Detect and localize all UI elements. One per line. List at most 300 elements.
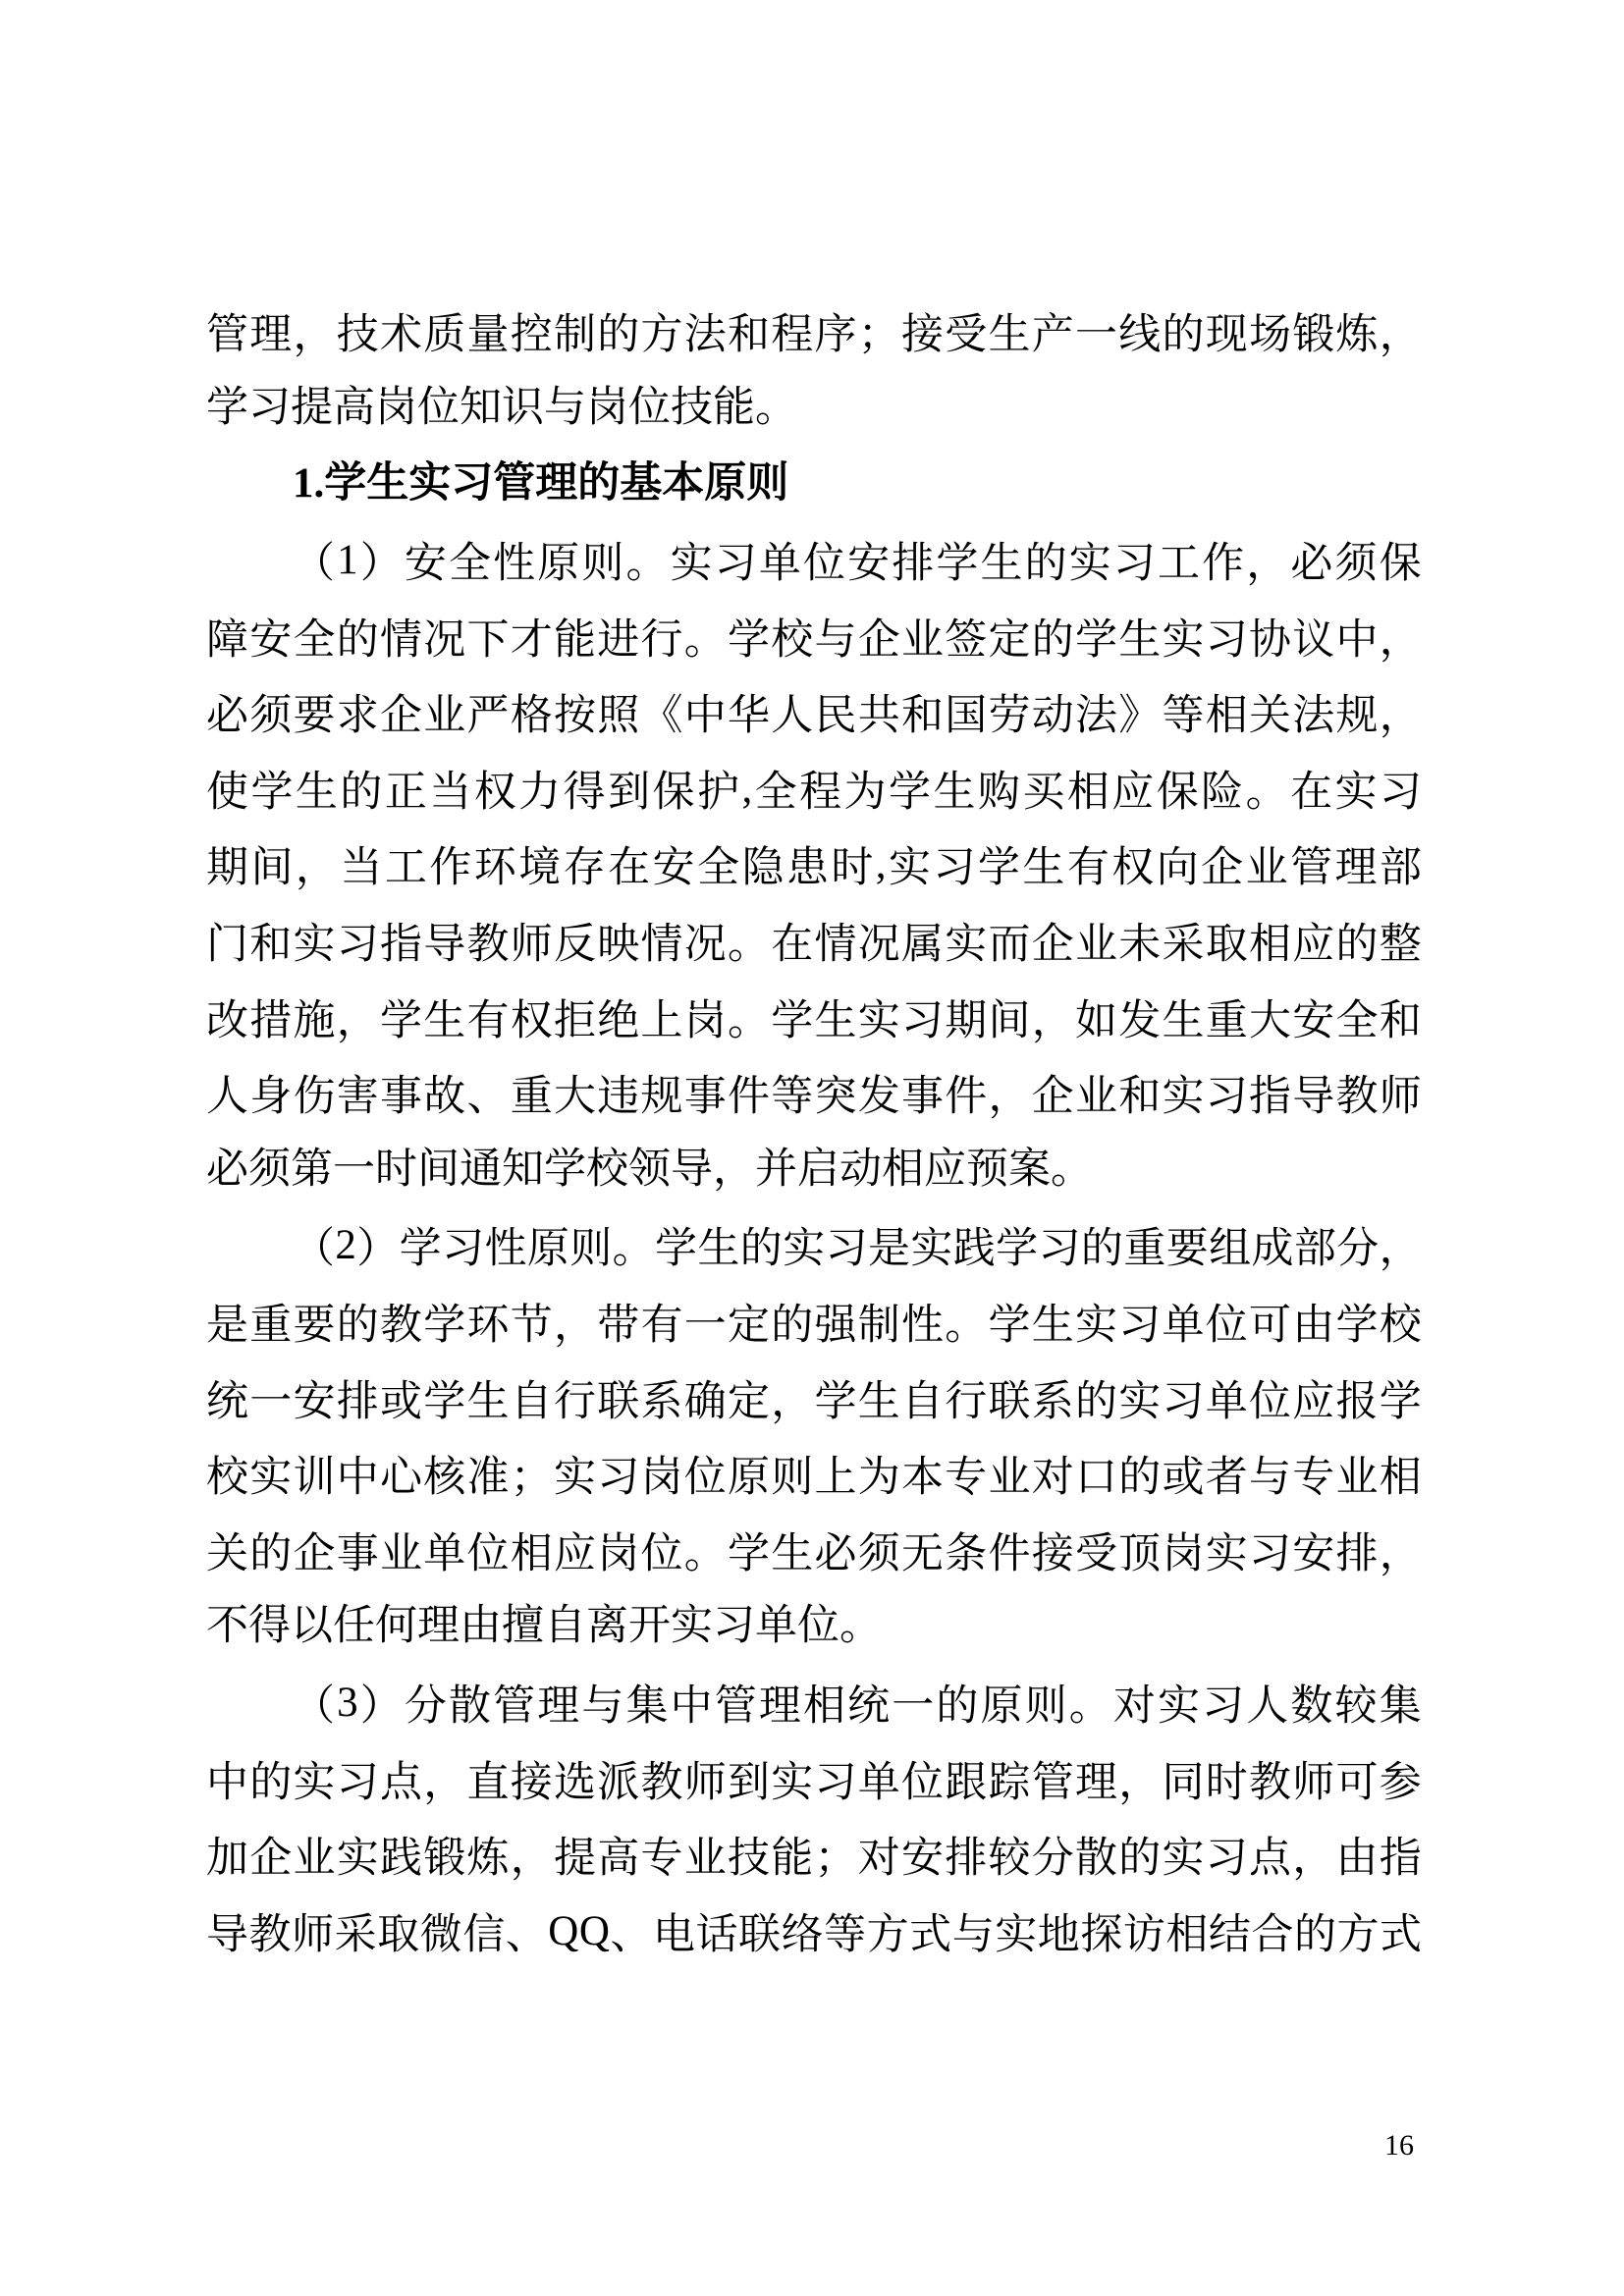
text-line [206, 1817, 1422, 1894]
text-character: 险 [1201, 769, 1244, 816]
text-character: 期 [206, 845, 248, 892]
text-character: 线 [1118, 312, 1162, 359]
text-character: ， [771, 1378, 814, 1425]
text-character: 习 [597, 1455, 640, 1502]
text-character: 强 [814, 1303, 857, 1350]
text-character: 地 [1037, 1911, 1080, 1958]
text-character: 业 [683, 1836, 727, 1883]
text-character: 须 [857, 1530, 900, 1577]
text-character: 习 [336, 1759, 379, 1806]
text-character: 访 [1122, 1911, 1165, 1958]
text-character: 向 [1156, 845, 1199, 892]
text-character: 可 [1249, 1303, 1291, 1350]
paragraph-continuation [206, 294, 1422, 446]
text-character: 议 [1292, 616, 1335, 664]
text-character: 学 [1335, 1303, 1379, 1350]
text-character: （ [293, 1226, 335, 1273]
text-character: ， [1292, 1836, 1335, 1883]
text-character: 患 [785, 845, 829, 892]
text-character: 护 [696, 769, 739, 816]
paragraph-principle-1-safety [206, 522, 1422, 1207]
text-character: 重 [249, 1303, 293, 1350]
text-character: 违 [597, 1074, 640, 1121]
text-character: 相 [1379, 1455, 1422, 1502]
text-character: ， [554, 1303, 596, 1350]
text-character: 相 [803, 1682, 845, 1730]
text-character: 训 [293, 1455, 336, 1502]
text-character: ） [359, 1682, 403, 1730]
text-character: 的 [249, 1759, 293, 1806]
text-character: 》 [1118, 693, 1162, 740]
text-character: 在 [1290, 769, 1333, 816]
text-character: 锻 [1292, 312, 1335, 359]
text-character: 必 [814, 1530, 857, 1577]
text-character: 师 [510, 922, 553, 969]
text-character: 生 [423, 997, 466, 1044]
text-character: 性 [484, 1226, 527, 1273]
text-character: 企 [293, 1530, 336, 1577]
text-character: 定 [728, 1378, 770, 1425]
text-line [206, 1665, 1422, 1741]
text-character: 方 [866, 1911, 909, 1958]
text-character: 部 [1293, 1226, 1336, 1273]
text-character: 实 [889, 845, 931, 892]
text-character: 实 [783, 1226, 826, 1273]
text-character: 。 [1068, 1682, 1111, 1730]
text-character: ； [857, 312, 900, 359]
text-character: 学 [423, 1378, 466, 1425]
text-character: 岗 [597, 1530, 640, 1577]
text-character: 《 [640, 693, 683, 740]
text-character: ， [1118, 1759, 1162, 1806]
text-character: （ [293, 541, 335, 588]
text-character: 位 [1205, 1303, 1248, 1350]
text-character: 是 [206, 1303, 248, 1350]
text-character: 和 [1379, 997, 1422, 1044]
text-line [206, 1360, 1422, 1436]
text-character: 关 [206, 1530, 248, 1577]
text-character: 全 [293, 616, 336, 664]
text-character: 件 [945, 1074, 988, 1121]
text-character: 行 [554, 1378, 596, 1425]
text-character: 带 [597, 1303, 640, 1350]
text-character: 式 [1380, 1911, 1422, 1958]
text-character: 实 [1162, 616, 1205, 664]
text-character: 中 [206, 1759, 248, 1806]
text-character: ， [423, 1759, 466, 1806]
text-character: 行 [945, 1378, 988, 1425]
text-character: 理 [758, 1682, 801, 1730]
text-character: 生 [1022, 845, 1065, 892]
text-character: 和 [728, 312, 770, 359]
text-character: 权 [1111, 845, 1155, 892]
text-character: 产 [1031, 312, 1074, 359]
text-character: 控 [510, 312, 553, 359]
text-character: 学 [728, 1530, 770, 1577]
text-character: ） [356, 1226, 400, 1273]
text-character: 业 [1075, 922, 1117, 969]
text-character: 提 [554, 1836, 596, 1883]
text-character: 和 [901, 693, 944, 740]
text-character: 事 [336, 1530, 379, 1577]
text-character: 全 [696, 845, 739, 892]
text-character: 突 [814, 1074, 857, 1121]
text-character: 电 [652, 1911, 695, 1958]
text-character: 的 [597, 312, 640, 359]
text-character: 位 [640, 1530, 683, 1577]
text-character: 生 [857, 1378, 900, 1425]
section-heading [206, 446, 1422, 522]
text-character: 习 [1205, 1836, 1248, 1883]
text-character: 业 [901, 616, 944, 664]
text-character: 制 [554, 312, 596, 359]
text-line [206, 903, 1422, 980]
text-character: 。 [945, 1303, 988, 1350]
text-character: Q [578, 1907, 610, 1954]
text-character: 大 [554, 1074, 596, 1121]
text-character: 式 [909, 1911, 952, 1958]
text-character: 实 [1205, 1530, 1248, 1577]
text-character: 散 [1075, 1836, 1117, 1883]
text-character: 业 [988, 1455, 1031, 1502]
text-character: 实 [1162, 1074, 1205, 1121]
text-character: 发 [1118, 997, 1162, 1044]
text-character: 质 [423, 312, 466, 359]
text-character: 组 [1209, 1226, 1252, 1273]
text-character: 存 [563, 845, 606, 892]
text-line [206, 979, 1422, 1055]
text-character: 岗 [683, 997, 727, 1044]
text-character: （ [293, 1682, 335, 1730]
text-character: 整 [1379, 922, 1422, 969]
text-line: 1.学生实习管理的基本原则 [293, 460, 789, 507]
text-character: 事 [683, 1074, 727, 1121]
text-character: 保 [1379, 541, 1422, 588]
text-character: 的 [1075, 1378, 1117, 1425]
text-character: 、 [610, 1911, 653, 1958]
text-character: 者 [1205, 1455, 1248, 1502]
text-character: 学 [1379, 1378, 1422, 1425]
text-character: 习 [1162, 1378, 1205, 1425]
text-character: 师 [1292, 1759, 1335, 1806]
text-character: 的 [249, 1530, 293, 1577]
text-character: 学 [380, 997, 422, 1044]
text-character: 中 [1335, 616, 1379, 664]
text-character: 方 [640, 312, 683, 359]
text-character: 情 [380, 616, 422, 664]
text-character: 大 [1249, 997, 1291, 1044]
text-character: 实 [857, 997, 900, 1044]
text-character: 话 [695, 1911, 738, 1958]
text-character: 能 [554, 616, 596, 664]
text-character: 或 [380, 1378, 422, 1425]
text-character: 学 [936, 541, 979, 588]
text-character: 制 [857, 1303, 900, 1350]
text-character: 一 [249, 1378, 293, 1425]
text-character: 专 [640, 1836, 683, 1883]
text-character: 取 [1205, 922, 1248, 969]
text-character: 的 [936, 1682, 979, 1730]
text-character: 协 [1249, 616, 1291, 664]
text-character: 跟 [945, 1759, 988, 1806]
text-character: 则 [581, 541, 624, 588]
text-character: 较 [988, 1836, 1031, 1883]
text-character: 与 [951, 1911, 995, 1958]
text-character: 人 [206, 1074, 248, 1121]
text-character: 重 [510, 1074, 553, 1121]
text-character: 理 [537, 1682, 580, 1730]
text-character: ， [1379, 616, 1422, 664]
text-character: 习 [1038, 1226, 1081, 1273]
text-character: 工 [1158, 541, 1200, 588]
text-character: 对 [1031, 1455, 1074, 1502]
text-character: , [741, 765, 753, 812]
text-character: 劳 [988, 693, 1031, 740]
text-line [206, 674, 1422, 751]
text-character: 单 [1162, 1303, 1205, 1350]
text-character: 排 [945, 1836, 988, 1883]
text-character: 生 [1162, 997, 1205, 1044]
text-character: 相 [1249, 922, 1291, 969]
text-character: 接 [510, 1759, 553, 1806]
text-character: 人 [1246, 1682, 1289, 1730]
text-character: 与 [581, 1682, 624, 1730]
text-character: 习 [933, 845, 976, 892]
text-character: 中 [683, 693, 727, 740]
text-character: 事 [901, 1074, 944, 1121]
text-character: 排 [336, 1378, 379, 1425]
text-character: 实 [1162, 1836, 1205, 1883]
text-line [206, 1207, 1422, 1284]
text-character: 定 [988, 616, 1031, 664]
text-character: 自 [901, 1378, 944, 1425]
text-character: 本 [901, 1455, 944, 1502]
text-character: 的 [1031, 616, 1074, 664]
text-character: 高 [597, 1836, 640, 1883]
text-line [206, 1740, 1422, 1817]
text-character: 顶 [1118, 1530, 1162, 1577]
text-character: 映 [597, 922, 640, 969]
text-character: 实 [670, 541, 713, 588]
text-character: 学 [399, 1226, 442, 1273]
text-character: 。 [728, 922, 770, 969]
text-character: 实 [1334, 769, 1378, 816]
text-character: 安 [293, 1378, 336, 1425]
text-character: ， [1379, 693, 1422, 740]
text-character: 身 [249, 1074, 293, 1121]
text-character: 行 [640, 616, 683, 664]
text-character: 的 [771, 1303, 814, 1350]
text-character: 改 [206, 997, 248, 1044]
text-character: 一 [892, 1682, 935, 1730]
text-character: 理 [1075, 1759, 1117, 1806]
text-character: 术 [380, 312, 422, 359]
text-character: 原 [537, 541, 580, 588]
text-character: 学 [988, 1303, 1031, 1350]
text-character: ， [1031, 997, 1074, 1044]
text-character: 2 [335, 1222, 356, 1269]
text-character: 点 [380, 1759, 422, 1806]
text-character: ， [988, 1074, 1031, 1121]
text-line [206, 1513, 1422, 1589]
text-character: 应 [1292, 1378, 1335, 1425]
text-character: 准 [466, 1455, 510, 1502]
text-line: 不得以任何理由擅自离开实习单位。 [206, 1603, 882, 1650]
text-character: 践 [952, 1226, 996, 1273]
text-character: 、 [466, 1074, 510, 1121]
text-character: 安 [1292, 1530, 1335, 1577]
text-character: 量 [466, 312, 510, 359]
text-character: 由 [1292, 1303, 1335, 1350]
text-character: 。 [612, 1226, 655, 1273]
text-character: 场 [1249, 312, 1291, 359]
text-character: 格 [510, 693, 553, 740]
text-character: 合 [1251, 1911, 1294, 1958]
text-character: 岗 [640, 1455, 683, 1502]
text-character: 较 [1334, 1682, 1378, 1730]
text-character: ， [295, 845, 338, 892]
text-character: 、 [505, 1911, 548, 1958]
text-character: 岗 [1162, 1530, 1205, 1577]
text-line [206, 294, 1422, 370]
text-character: 教 [640, 1759, 683, 1806]
text-character: 同 [1162, 1759, 1205, 1806]
text-character: 人 [771, 693, 814, 740]
text-character: ， [1379, 312, 1422, 359]
text-character: 方 [1336, 1911, 1380, 1958]
text-character: 络 [781, 1911, 824, 1958]
text-character: 如 [1075, 997, 1117, 1044]
text-character: 生 [988, 312, 1031, 359]
text-character: ， [293, 312, 336, 359]
text-line: 学习提高岗位知识与岗位技能。 [206, 384, 797, 431]
text-character: 受 [1075, 1530, 1117, 1577]
text-character: 确 [683, 1378, 727, 1425]
text-character: 在 [608, 845, 651, 892]
text-character: 业 [293, 1836, 336, 1883]
text-character: 买 [1022, 769, 1065, 816]
paragraph-principle-3-management [206, 1665, 1422, 1969]
text-character: 业 [1335, 1455, 1379, 1502]
text-character: 部 [1379, 845, 1422, 892]
text-character: 要 [293, 693, 336, 740]
text-character: 现 [1205, 312, 1248, 359]
text-character: 规 [1335, 693, 1379, 740]
text-character: 相 [510, 1530, 553, 1577]
text-character: 生 [814, 997, 857, 1044]
text-character: 的 [336, 1303, 379, 1350]
text-character: 指 [380, 922, 422, 969]
text-character: 等 [824, 1911, 867, 1958]
text-character: 间 [250, 845, 294, 892]
text-character: , [875, 841, 887, 888]
text-character: 习 [1202, 1682, 1245, 1730]
text-character: 下 [466, 616, 510, 664]
text-character: 有 [640, 1303, 683, 1350]
text-character: 学 [814, 1378, 857, 1425]
text-character: 校 [1379, 1303, 1422, 1350]
text-character: 业 [1245, 845, 1288, 892]
text-character: 采 [334, 1911, 377, 1958]
text-character: 重 [1205, 997, 1248, 1044]
text-character: 与 [1249, 1455, 1291, 1502]
text-character: 可 [1335, 1759, 1379, 1806]
text-character: 时 [1205, 1759, 1248, 1806]
text-character: 到 [608, 769, 651, 816]
text-character: 的 [1162, 312, 1205, 359]
text-character: 点 [1249, 1836, 1291, 1883]
text-character: 系 [640, 1378, 683, 1425]
text-character: 炼 [1335, 312, 1379, 359]
text-character: 购 [977, 769, 1020, 816]
text-character: 教 [248, 1911, 292, 1958]
text-character: 权 [510, 997, 553, 1044]
text-character: 系 [1031, 1378, 1074, 1425]
text-line [206, 827, 1422, 903]
text-character: 绝 [597, 997, 640, 1044]
text-character: 的 [1335, 922, 1379, 969]
text-character: 隐 [741, 845, 785, 892]
text-character: 的 [1118, 1455, 1162, 1502]
text-line [206, 1436, 1422, 1513]
text-character: 得 [563, 769, 606, 816]
text-character: 专 [945, 1455, 988, 1502]
text-character: 企 [1201, 845, 1244, 892]
text-character: 生 [1031, 1303, 1074, 1350]
text-character: 情 [814, 922, 857, 969]
text-line [206, 751, 1422, 828]
text-line [206, 1893, 1422, 1969]
text-character: 习 [825, 1226, 868, 1273]
text-character: 。 [683, 616, 727, 664]
text-character: 则 [771, 1455, 814, 1502]
text-line [206, 1284, 1422, 1361]
text-character: 全 [1335, 997, 1379, 1044]
text-character: 况 [683, 922, 727, 969]
text-character: 导 [206, 1911, 248, 1958]
text-character: 实 [771, 1759, 814, 1806]
paragraph-principle-2-learning [206, 1207, 1422, 1665]
text-character: 习 [442, 1226, 485, 1273]
text-line [206, 598, 1422, 674]
text-character: 的 [1080, 1226, 1123, 1273]
text-character: 原 [526, 1226, 569, 1273]
text-character: 况 [423, 616, 466, 664]
text-character: ， [1246, 541, 1289, 588]
text-character: 门 [206, 922, 248, 969]
text-character: 害 [336, 1074, 379, 1121]
text-character: 应 [554, 1530, 596, 1577]
text-character: 求 [336, 693, 379, 740]
text-character: 师 [292, 1911, 335, 1958]
text-character: 教 [1249, 1759, 1291, 1806]
text-character: 须 [1334, 541, 1378, 588]
text-character: 的 [340, 769, 383, 816]
text-character: 安 [901, 1836, 944, 1883]
text-character: 企 [857, 616, 900, 664]
text-character: 学 [889, 769, 931, 816]
text-character: 师 [683, 1759, 727, 1806]
text-character: 华 [728, 693, 770, 740]
text-character: ， [1379, 1226, 1422, 1273]
text-character: ， [510, 1836, 553, 1883]
text-character: ； [510, 1455, 553, 1502]
text-character: 实 [1118, 1378, 1162, 1425]
text-character: 单 [857, 1759, 900, 1806]
text-character: 定 [728, 1303, 770, 1350]
text-character: 进 [597, 616, 640, 664]
text-character: 管 [714, 1682, 757, 1730]
